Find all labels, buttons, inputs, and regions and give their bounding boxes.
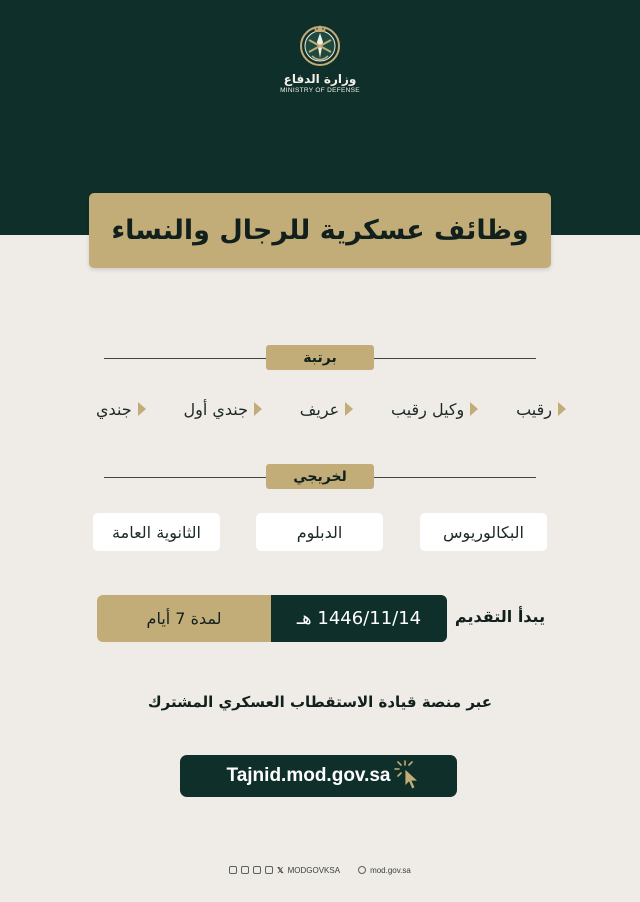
footer <box>220 862 420 878</box>
logo-arabic-name: وزارة الدفاع <box>283 72 357 86</box>
grad-section-label: لخريجي <box>266 464 374 489</box>
rank-item <box>516 400 566 419</box>
qualification-badge: الدبلوم <box>256 513 383 551</box>
rank-item <box>183 400 262 419</box>
social-handle: MODGOVKSA <box>287 865 341 875</box>
qualification-badge: الثانوية العامة <box>93 513 220 551</box>
arrow-left-icon <box>558 402 566 416</box>
rank-item <box>96 400 146 419</box>
ministry-logo <box>270 18 370 102</box>
rank-label: جندي <box>96 399 132 419</box>
snapchat-icon[interactable] <box>229 866 237 874</box>
rank-item <box>300 400 353 419</box>
website-address[interactable]: mod.gov.sa <box>370 865 411 875</box>
rank-label: عريف <box>299 399 340 419</box>
logo-english-name: MINISTRY OF DEFENSE <box>280 87 360 94</box>
application-date: 1446/11/14 هـ <box>271 595 447 642</box>
arrow-left-icon <box>254 402 262 416</box>
instagram-icon[interactable] <box>241 866 249 874</box>
platform-text: عبر منصة قيادة الاستقطاب العسكري المشترك <box>147 693 493 711</box>
arrow-left-icon <box>345 402 353 416</box>
rank-label: رقيب <box>516 399 552 419</box>
rank-label: جندي أول <box>183 399 248 419</box>
youtube-icon[interactable] <box>253 866 261 874</box>
rank-section-label: برتبة <box>266 345 374 370</box>
website-link-text[interactable]: Tajnid.mod.gov.sa <box>226 765 391 786</box>
website-link-button[interactable] <box>180 755 457 797</box>
globe-icon <box>358 866 366 874</box>
click-cursor-icon <box>394 759 426 791</box>
x-twitter-icon[interactable]: 𝕏 <box>277 865 284 875</box>
rank-label: وكيل رقيب <box>390 399 465 419</box>
rank-item <box>391 400 478 419</box>
arrow-left-icon <box>138 402 146 416</box>
application-start-label: يبدأ التقديم <box>454 607 546 626</box>
page-title: وظائف عسكرية للرجال والنساء <box>111 215 529 246</box>
application-period <box>97 595 447 642</box>
qualification-badge: البكالوريوس <box>420 513 547 551</box>
title-banner <box>89 193 551 268</box>
facebook-icon[interactable] <box>265 866 273 874</box>
application-duration: لمدة 7 أيام <box>97 595 271 642</box>
emblem-icon <box>294 18 346 70</box>
rank-list <box>96 396 566 422</box>
arrow-left-icon <box>470 402 478 416</box>
